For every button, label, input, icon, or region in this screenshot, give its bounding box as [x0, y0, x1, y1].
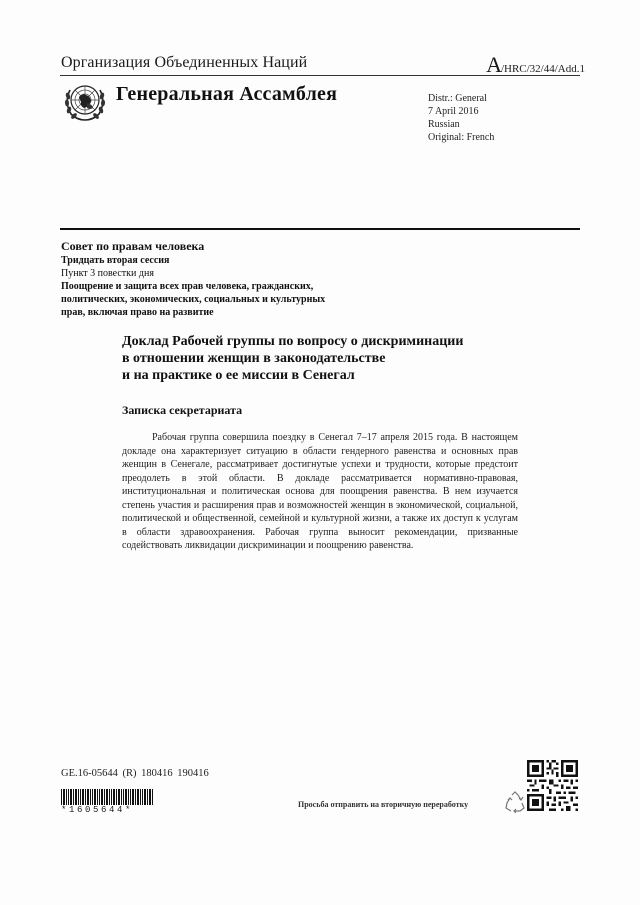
recycle-notice: Просьба отправить на вторичную переработку: [298, 800, 469, 809]
qr-code-icon: [527, 760, 578, 811]
session-block: [61, 238, 325, 319]
council-name: Совет по правам человека: [61, 239, 205, 253]
report-title-line: Доклад Рабочей группы по вопросу о дискриминации: [122, 334, 464, 349]
agenda-item: Пункт 3 повестки дня: [61, 268, 154, 279]
report-title-line: и на практике о ее миссии в Сенегал: [122, 368, 355, 383]
symbol-rest: /HRC/32/44/Add.1: [500, 63, 585, 75]
job-number: GE.16-05644 (R) 180416 190416: [61, 768, 209, 779]
barcode-number: *1605644*: [61, 805, 134, 815]
report-title-line: в отношении женщин в законодательстве: [122, 351, 386, 366]
document-date: 7 April 2016: [428, 106, 479, 117]
agenda-title-line: политических, экономических, социальных и культурных: [61, 294, 326, 305]
organization-name: Организация Объединенных Наций: [61, 54, 308, 71]
note-heading: Записка секретариата: [122, 403, 243, 417]
distribution-type: Distr.: General: [428, 93, 487, 104]
recycle-icon: [504, 791, 526, 813]
symbol-prefix: A: [486, 52, 501, 77]
report-title: [122, 333, 542, 384]
document-language: Russian: [428, 119, 460, 130]
original-language: Original: French: [428, 132, 495, 143]
summary-paragraph: Рабочая группа совершила поездку в Сенегал 7–17 апреля 2015 года. В настоящем докладе она характеризует ситуацию в области гендерного равенства и основных прав женщин в Сенегале, рассматривает достигнутые успехи и трудности, которые предстоит преодолеть в этой области. В докладе рассматривается нормативно-правовая, институциональная и политическая основа для поощрения равенства. В нем изучается степень участия и расширения прав и возможностей женщин в экономической, социальной, политической и общественной, семейной и культурной жизни, а также их доступ к услугам в области здравоохранения. Рабочая группа выносит рекомендации, призванные содействовать ликвидации дискриминации и поощрению равенства.: [122, 432, 518, 551]
agenda-title-line: прав, включая право на развитие: [61, 307, 214, 318]
un-emblem-icon: [62, 80, 108, 122]
header-rule: [60, 75, 580, 76]
session-name: Тридцать вторая сессия: [61, 255, 170, 266]
general-assembly-title: Генеральная Ассамблея: [116, 83, 338, 105]
distribution-block: [428, 92, 494, 144]
agenda-title-line: Поощрение и защита всех прав человека, гражданских,: [61, 281, 314, 292]
section-rule: [60, 228, 580, 230]
